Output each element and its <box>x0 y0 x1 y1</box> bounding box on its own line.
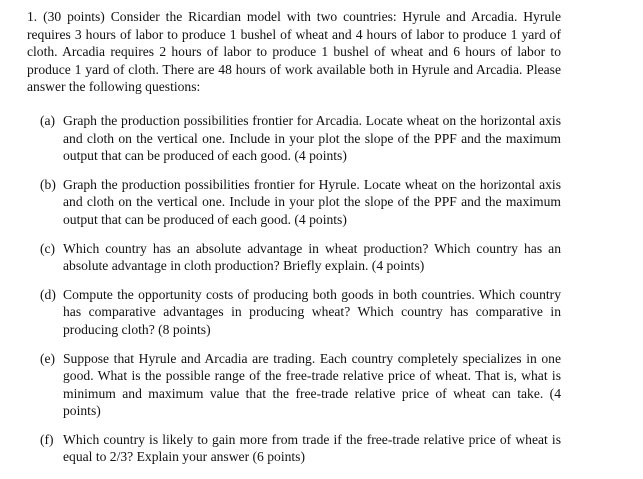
question-label: (c) <box>40 240 56 256</box>
question-c <box>27 240 561 275</box>
question-b <box>27 176 561 229</box>
question-label: (b) <box>40 176 56 192</box>
question-text: Graph the production possibilities frontier for Arcadia. Locate wheat on the horizontal axis and cloth on the vertical one. Include in your plot the slope of the PPF and the maximum output that can be produced of each good. (4 points) <box>63 112 561 164</box>
problem-intro: 1. (30 points) Consider the Ricardian model with two countries: Hyrule and Arcadia. Hyrule requires 3 hours of labor to produce 1 bushel of wheat and 4 hours of labor to produce 1 yard of cloth. Arcadia requires 2 hours of labor to produce 1 bushel of wheat and 6 hours of labor to produce 1 yard of cloth. There are 48 hours of work available both in Hyrule and Arcadia. Please answer the following questions: <box>27 9 561 95</box>
question-text: Compute the opportunity costs of producing both goods in both countries. Which country has comparative advantages in producing wheat? Which country has comparative in producing cloth? (8 points) <box>63 286 561 337</box>
question-text: Graph the production possibilities frontier for Hyrule. Locate wheat on the horizontal axis and cloth on the vertical one. Include in your plot the slope of the PPF and the maximum output that can be produced of each good. (4 points) <box>63 176 561 227</box>
question-text: Which country is likely to gain more from trade if the free-trade relative price of wheat is equal to 2/3? Explain your answer (6 points) <box>63 431 561 465</box>
question-list <box>27 112 561 466</box>
question-e <box>27 350 561 420</box>
question-text: Suppose that Hyrule and Arcadia are trading. Each country completely specializes in one good. What is the possible range of the free-trade relative price of wheat. That is, what is minimum and maximum value that the free-trade relative price of wheat can take. (4 points) <box>63 350 561 419</box>
question-d <box>27 286 561 339</box>
question-label: (a) <box>40 112 56 128</box>
question-label: (d) <box>40 286 56 302</box>
question-label: (e) <box>40 350 56 366</box>
question-label: (f) <box>40 431 54 447</box>
question-a <box>27 112 561 165</box>
question-f <box>27 431 561 466</box>
problem-document <box>27 8 561 477</box>
question-text: Which country has an absolute advantage in wheat production? Which country has an absolute advantage in cloth production? Briefly explain. (4 points) <box>63 240 561 274</box>
